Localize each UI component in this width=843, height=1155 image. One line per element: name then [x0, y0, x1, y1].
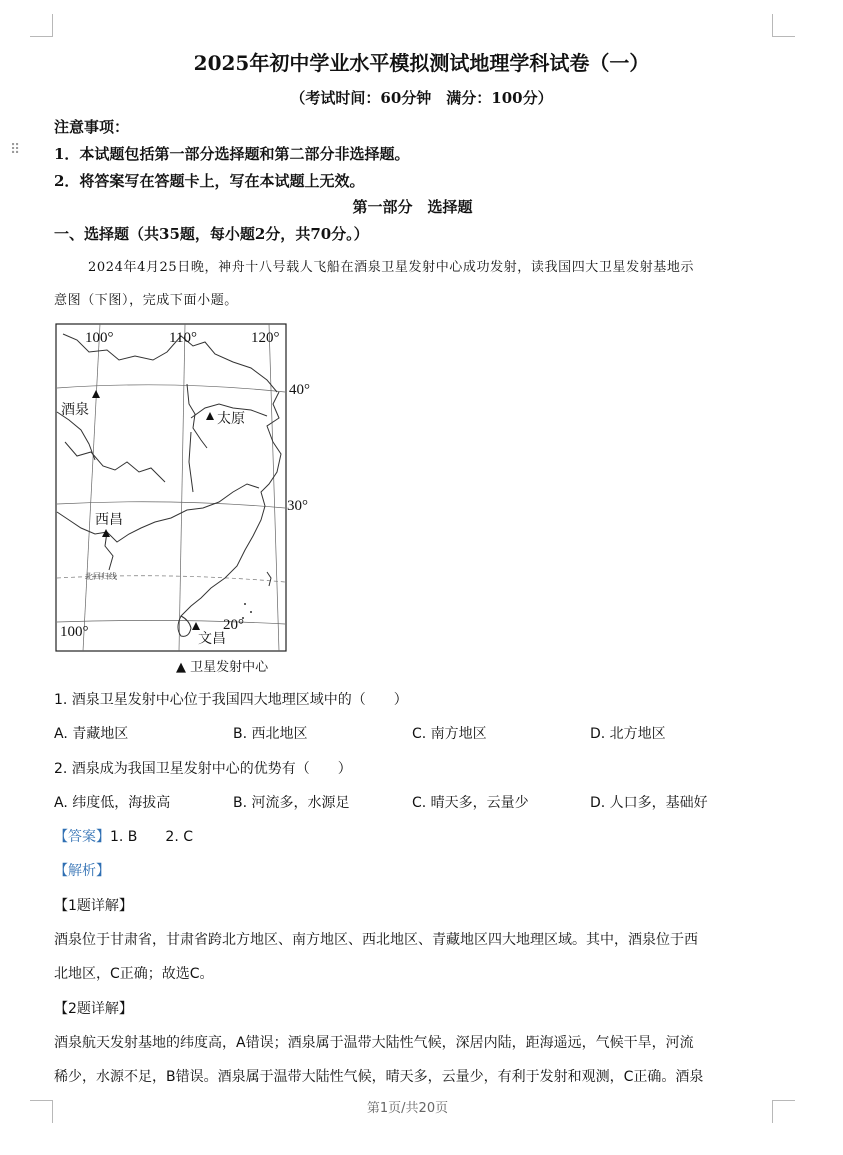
analysis-label: 【解析】: [54, 863, 110, 879]
lat-label: 40°: [289, 382, 310, 398]
lat-label: 30°: [287, 498, 308, 514]
intro-text: 意图（下图），完成下面小题。: [54, 293, 238, 308]
question-option: D. 北方地区: [590, 726, 666, 742]
analysis-text: 酒泉位于甘肃省，甘肃省跨北方地区、南方地区、西北地区、青藏地区四大地理区域。其中，酒泉位于西: [54, 932, 698, 948]
tropic-label: 北回归线: [85, 572, 117, 581]
notes-heading: 注意事项：: [54, 118, 130, 136]
site-label: 西昌: [95, 512, 123, 528]
detail-heading: 【2题详解】: [54, 1001, 133, 1017]
analysis-text: 酒泉航天发射基地的纬度高，A错误；酒泉属于温带大陆性气候，深居内陆，距海遥远，气候干旱，河流: [54, 1035, 694, 1051]
launch-sites-map: [55, 322, 310, 654]
page-corner-mark: [30, 14, 53, 37]
part-heading: 第一部分 选择题: [352, 198, 473, 216]
question-option: D. 人口多，基础好: [590, 795, 708, 811]
analysis-text: 稀少，水源不足，B错误。酒泉属于温带大陆性气候，晴天多，云量少，有利于发射和观测，C正确。酒泉: [54, 1069, 704, 1085]
drag-handle-icon[interactable]: ⠿: [10, 142, 21, 158]
lon-label: 100°: [85, 330, 114, 346]
question-stem: 2. 酒泉成为我国卫星发射中心的优势有（ ）: [54, 761, 352, 777]
intro-text: 2024年4月25日晚，神舟十八号载人飞船在酒泉卫星发射中心成功发射，读我国四大卫星发射基地示: [88, 260, 695, 275]
question-option: C. 南方地区: [412, 726, 487, 742]
question-option: B. 河流多，水源足: [233, 795, 350, 811]
question-option: A. 纬度低，海拔高: [54, 795, 171, 811]
question-stem: 1. 酒泉卫星发射中心位于我国四大地理区域中的（ ）: [54, 692, 408, 708]
answer-label: 【答案】: [54, 829, 110, 845]
answer-text: 1. B 2. C: [110, 829, 193, 845]
answer-line: [54, 826, 193, 846]
exam-info: （考试时间：60分钟 满分：100分）: [290, 89, 553, 107]
site-label: 酒泉: [61, 402, 89, 418]
question-option: C. 晴天多，云量少: [412, 795, 529, 811]
lon-label: 100°: [60, 624, 89, 640]
lat-label: 20°: [223, 617, 244, 633]
page-corner-mark: [772, 14, 795, 37]
detail-heading: 【1题详解】: [54, 898, 133, 914]
notes-item: 2．将答案写在答题卡上，写在本试题上无效。: [54, 172, 365, 190]
analysis-text: 北地区，C正确；故选C。: [54, 966, 214, 982]
page-title: 2025年初中学业水平模拟测试地理学科试卷（一）: [193, 51, 650, 75]
island-dot: [250, 611, 252, 613]
site-label: 文昌: [198, 631, 226, 647]
lon-label: 120°: [251, 330, 280, 346]
page-number: 第1页/共20页: [366, 1101, 449, 1116]
site-label: 太原: [217, 411, 245, 427]
section-title: 一、选择题（共35题，每小题2分，共70分。）: [54, 225, 369, 243]
lon-label: 110°: [169, 330, 197, 346]
map-legend: ▲ 卫星发射中心: [176, 660, 269, 675]
island-dot: [244, 603, 246, 605]
question-option: A. 青藏地区: [54, 726, 129, 742]
notes-item: 1．本试题包括第一部分选择题和第二部分非选择题。: [54, 145, 410, 163]
question-option: B. 西北地区: [233, 726, 308, 742]
map-frame: [56, 324, 286, 651]
